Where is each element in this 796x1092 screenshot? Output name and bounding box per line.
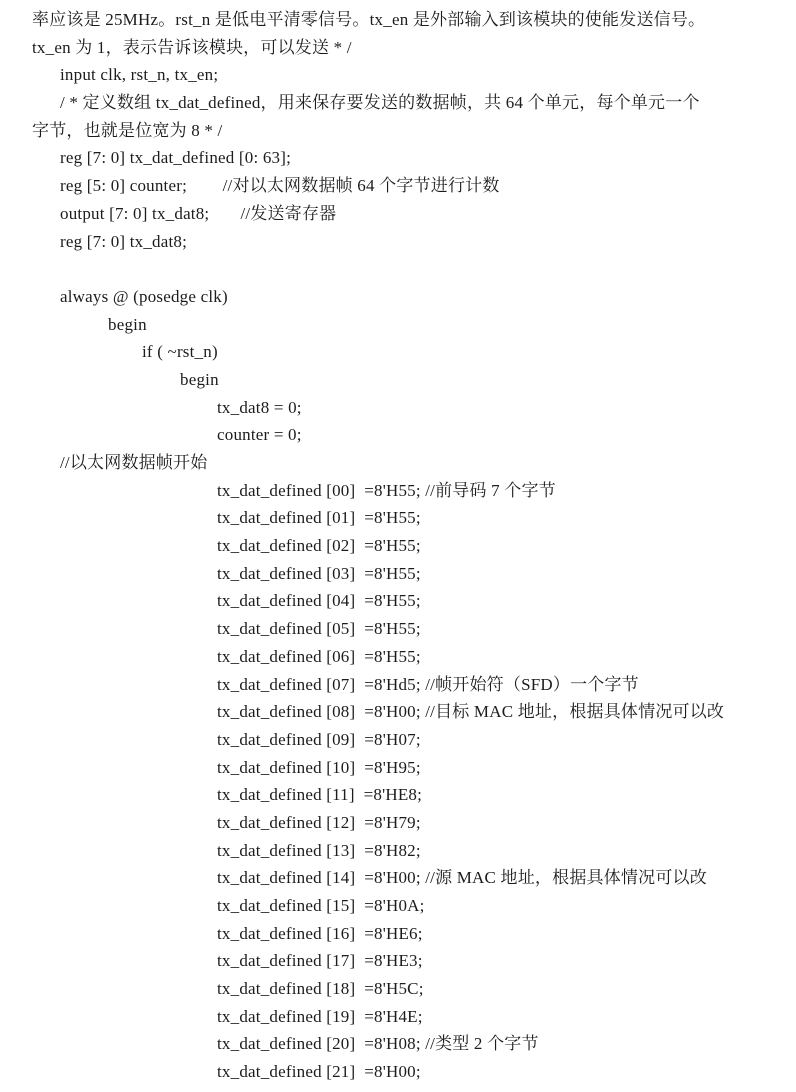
- text-line: / * 定义数组 tx_dat_defined，用来保存要发送的数据帧，共 64 个单元，每个单元一个: [60, 93, 700, 113]
- text-line: output [7: 0] tx_dat8; //发送寄存器: [60, 203, 337, 223]
- text-line: //以太网数据帧开始: [60, 453, 208, 472]
- text-line: tx_dat_defined [04] =8'H55;: [217, 591, 421, 611]
- text-line: tx_dat_defined [05] =8'H55;: [217, 619, 421, 639]
- text-line: tx_dat_defined [16] =8'HE6;: [217, 923, 423, 943]
- text-line: tx_dat_defined [03] =8'H55;: [217, 563, 421, 583]
- text-line: counter = 0;: [217, 425, 302, 445]
- text-line: tx_dat_defined [20] =8'H08; //类型 2 个字节: [217, 1034, 539, 1054]
- text-line: tx_dat_defined [09] =8'H07;: [217, 729, 421, 749]
- text-line: tx_dat_defined [00] =8'H55; //前导码 7 个字节: [217, 480, 556, 500]
- code-listing: [32, 6, 768, 1086]
- text-line: tx_dat_defined [21] =8'H00;: [217, 1062, 421, 1082]
- text-line: tx_dat_defined [14] =8'H00; //源 MAC 地址，根据具体情况可以改: [217, 868, 707, 888]
- text-line: if ( ~rst_n): [142, 342, 218, 362]
- text-line: tx_dat_defined [18] =8'H5C;: [217, 979, 424, 999]
- text-line: tx_dat8 = 0;: [217, 397, 302, 417]
- text-line: always @ (posedge clk): [60, 286, 228, 306]
- text-line: 率应该是 25MHz。rst_n 是低电平清零信号。tx_en 是外部输入到该模块的使能发送信号。: [32, 10, 706, 29]
- text-line: reg [5: 0] counter; //对以太网数据帧 64 个字节进行计数: [60, 176, 500, 196]
- text-line: tx_en 为 1，表示告诉该模块，可以发送 * /: [32, 37, 352, 57]
- text-line: tx_dat_defined [01] =8'H55;: [217, 508, 421, 528]
- text-line: reg [7: 0] tx_dat_defined [0: 63];: [60, 148, 292, 168]
- text-line: tx_dat_defined [06] =8'H55;: [217, 646, 421, 666]
- text-line: tx_dat_defined [11] =8'HE8;: [217, 785, 423, 805]
- text-line: begin: [108, 314, 147, 334]
- text-line: tx_dat_defined [19] =8'H4E;: [217, 1006, 423, 1026]
- text-line: tx_dat_defined [17] =8'HE3;: [217, 951, 423, 971]
- text-line: tx_dat_defined [12] =8'H79;: [217, 812, 421, 832]
- blank-line: [32, 255, 768, 283]
- text-line: reg [7: 0] tx_dat8;: [60, 231, 188, 251]
- text-line: tx_dat_defined [02] =8'H55;: [217, 536, 421, 556]
- text-line: 字节，也就是位宽为 8 * /: [32, 120, 223, 140]
- text-line: tx_dat_defined [08] =8'H00; //目标 MAC 地址，根据具体情况可以改: [217, 702, 725, 722]
- text-line: tx_dat_defined [15] =8'H0A;: [217, 896, 425, 915]
- text-line: input clk, rst_n, tx_en;: [60, 65, 219, 85]
- text-line: tx_dat_defined [07] =8'Hd5; //帧开始符（SFD）一个字节: [217, 674, 639, 694]
- text-line: tx_dat_defined [10] =8'H95;: [217, 757, 421, 777]
- text-line: tx_dat_defined [13] =8'H82;: [217, 840, 421, 860]
- text-line: begin: [180, 369, 219, 389]
